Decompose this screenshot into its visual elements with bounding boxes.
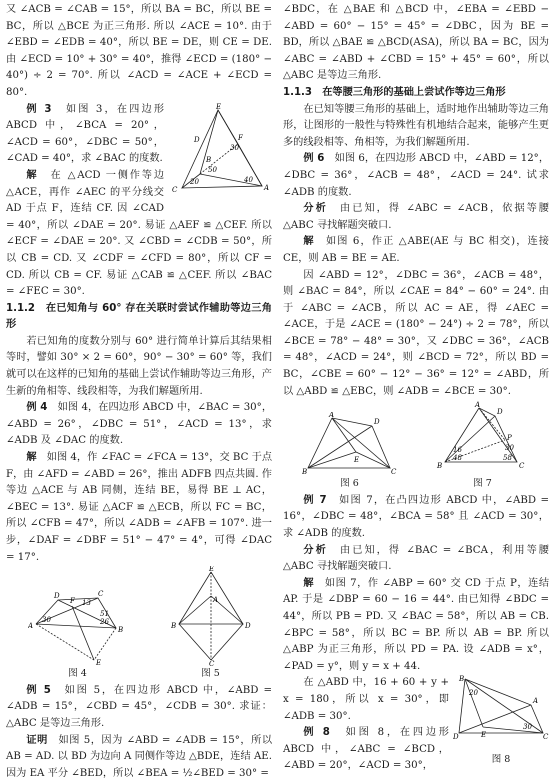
fig3-angle-50: 50 xyxy=(208,165,217,174)
example-7 xyxy=(283,493,549,543)
section-1-1-3-heading: 1.1.3 在等腰三角形的基础上尝试作等边三角形 xyxy=(283,86,506,98)
fig6-label-d: D xyxy=(373,418,380,427)
example-3-text: 如图 3，在四边形 ABCD 中，∠BCA = 20°，∠ACD = 60°，∠DBC = 50°，∠CAD = 40°，求 ∠BAC 的度数. xyxy=(6,103,165,165)
solution-3-label: 解 xyxy=(26,169,39,181)
proof-5-label: 证明 xyxy=(26,734,48,746)
figure-4-caption: 图 4 xyxy=(68,668,87,680)
fig4-label-c: C xyxy=(97,590,103,599)
fig5-label-c: C xyxy=(208,660,214,667)
fig3-label-f: F xyxy=(238,133,243,142)
analysis-6-text: 由已知，得 ∠ABC = ∠ACB，依据等腰 △ABC 寻找解题突破口. xyxy=(283,203,549,231)
solution-4-label: 解 xyxy=(26,452,37,464)
fig3-label-a: A xyxy=(264,183,270,192)
figure-6 xyxy=(302,412,398,493)
fig6-label-b: B xyxy=(301,468,307,477)
fig5-label-e: E xyxy=(208,566,214,574)
figure-6-diagram xyxy=(302,412,398,476)
solution-6-text: 如图 6，作正 △ABE(AE 与 BC 相交)，连接 CE，则 AB = BE = AE. xyxy=(283,236,549,264)
fig4-label-a: A xyxy=(27,622,33,631)
solution-6-continued: 因 ∠ABD = 12°，∠DBC = 36°，∠ACB = 48°，则 ∠BAC = 84°，所以 ∠CAE = 84° − 60° = 24°. 由于 ∠ABC = ∠ACB，所以 AC = AE，得 ∠AEC = ∠ACE，于是 ∠ACE = (180° − 24°) ÷ 2 = 78°，所以 ∠BCE = 78° − 48° = 30°，又 ∠DBC = 36°，∠ACB = 48°，∠ACD = 24°，则 ∠BCD = 72°，所以 BD = BC，∠CBE = 60° − 12° − 36° = 12° = ∠ABD，所以 △ABD ≌ △EBC，则 ∠ADB = ∠BCE = 30°. xyxy=(283,269,549,397)
fig5-label-a: A xyxy=(212,596,218,605)
analysis-6 xyxy=(283,201,549,234)
fig4-label-b: B xyxy=(117,626,123,635)
figure-5-caption: 图 5 xyxy=(201,668,220,680)
figure-3-diagram xyxy=(168,102,272,198)
proof-5-continued: ∠BDC，在 △BAE 和 △BCD 中，∠EBA = ∠EBD − ∠ABD = 60° − 15° = 45° = ∠DBC，因为 BE = BD，所以 △BAE ≌ △BCD(ASA)，所以 BA = BC，因为 ∠ABC = ∠ABD + ∠CBD = 15° + 45° = 60°，所以 △ABC 是等边三角形. xyxy=(283,4,549,82)
fig5-label-d: D xyxy=(244,622,251,631)
fig3-label-c: C xyxy=(172,185,178,194)
figures-4-5 xyxy=(6,566,272,683)
figure-5-diagram xyxy=(171,566,251,666)
analysis-7-label: 分析 xyxy=(303,544,328,556)
fig8-label-c: C xyxy=(543,733,549,742)
proof-5 xyxy=(6,733,272,782)
example-5-label: 例 5 xyxy=(26,684,51,696)
fig7-angle-48: 48 xyxy=(452,454,462,463)
example-4-label: 例 4 xyxy=(26,402,48,414)
right-column xyxy=(283,2,549,775)
fig8-label-a: A xyxy=(533,697,539,706)
figure-4-diagram xyxy=(28,588,128,666)
fig6-label-e: E xyxy=(353,456,359,465)
fig4-angle-26: 26 xyxy=(99,618,109,627)
analysis-6-label: 分析 xyxy=(303,203,328,215)
example-3-label: 例 3 xyxy=(26,103,52,115)
fig7-angle-16: 16 xyxy=(452,446,462,455)
fig8-label-d: D xyxy=(453,733,459,742)
fig7-angle-30: 30 xyxy=(504,444,514,453)
figure-3 xyxy=(168,102,272,205)
analysis-7-text: 由已知，得 ∠BAC = ∠BCA，利用等腰 △ABC 寻找解题突破口. xyxy=(283,544,549,573)
fig3-angle-20: 20 xyxy=(190,177,199,186)
fig6-label-a: A xyxy=(328,412,334,420)
fig5-label-b: B xyxy=(170,622,176,631)
solution-7-continued: 在 △ABD 中，16 + 60 + y + x = 180，所以 x = 30°，即 ∠ADB = 30°. xyxy=(283,677,449,722)
fig8-angle-30: 30 xyxy=(523,723,532,732)
figure-5 xyxy=(171,566,251,683)
solution-7 xyxy=(283,576,549,676)
solution-6-label: 解 xyxy=(303,236,315,248)
example-4-text: 如图 4，在四边形 ABCD 中，∠BAC = 30°，∠ABD = 26°，∠DBC = 51°，∠ACD = 13°，求 ∠ADB 及 ∠DAC 的度数. xyxy=(6,402,273,447)
figure-8-caption: 图 8 xyxy=(491,753,511,765)
fig7-angle-58: 58 xyxy=(502,454,512,463)
fig3-label-d: D xyxy=(194,135,200,144)
example-7-label: 例 7 xyxy=(303,494,327,506)
example-4 xyxy=(6,400,272,450)
fig8-label-e: E xyxy=(481,731,487,740)
solution-7-text: 如图 7，作 ∠ABP = 60° 交 CD 于点 P，连结 AP. 于是 ∠DBP = 60 − 16 = 44°. 由已知得 ∠BDC = 44°，所以 PB = PD. 又 ∠BAC = 58°，所以 AB = CB. ∠BPC = 58°，所以 BC = BP. 所以 AB = BP. 所以 △ABP 为正三角形，所以 PD = PA. 设 ∠ADB = x°，∠PAD = y°，则 y = x + 44. xyxy=(283,577,550,672)
example-6-label: 例 6 xyxy=(303,153,325,165)
solution-6 xyxy=(283,234,549,267)
solution-7-label: 解 xyxy=(303,577,315,589)
figure-7 xyxy=(435,400,531,493)
fig4-label-d: D xyxy=(53,592,60,601)
fig7-label-c: C xyxy=(518,462,524,471)
intro-paragraph: 又 ∠ACB = ∠CAB = 15°，所以 BA = BC，所以 BE = BC，所以 △BCE 为正三角形. 所以 ∠ACE = 10°. 由于 ∠EBD = ∠EDB = 40°，所以 BE = DE，则 CE = DE. 由 ∠ECD = 10° + 30° = 40°，推得 ∠ECD = (180° − 40°) ÷ 2 = 70°. 所以 ∠ACD = ∠ACE + ∠ECD = 80°. xyxy=(6,4,272,98)
fig7-label-d: D xyxy=(496,408,503,417)
fig4-angle-13: 13 xyxy=(81,599,91,608)
solution-4 xyxy=(6,450,272,566)
example-5 xyxy=(6,683,272,733)
analysis-7 xyxy=(283,543,549,576)
fig7-label-b: B xyxy=(436,462,442,471)
solution-3-text: 在 △ACD 一侧作等边 △ACE，再作 ∠AEC 的平分线交 AD 于点 F，连结 CF. 因 ∠CAD = 40°，所以 ∠DAE = 20°. 易证 △AEF ≌ △CEF. 所以 ∠ECF = ∠DAE = 20°. 又 ∠CBD = ∠CDB = 50°，所以 CB = CD. 又 ∠CDF = ∠CFD = 80°，所以 CF = CD. 所以 CB = CF. 易证 △CAB ≌ △CEF. 所以 ∠BAC = ∠FEC = 30°. xyxy=(6,169,272,298)
fig7-label-p: P xyxy=(506,434,512,443)
solution-4-text: 如图 4，作 ∠FAC = ∠FCA = 13°，交 BC 于点 F，由 ∠AFD = ∠ABD = 26°，推出 ADFB 四点共圆. 作等边 △ACE 与 AB 同侧，连结 BE，易得 BE ⊥ AC，∠BEC = 13°. 易证 △ACF ≌ △ECB，所以 FC = BC，所以 ∠CFB = 47°，所以 ∠ADB = ∠AFB = 107°. 进一步，∠DAF = ∠DBF = 51° − 47° = 4°，可得 ∠DAC = 17°. xyxy=(6,452,273,563)
figure-7-caption: 图 7 xyxy=(473,478,492,490)
fig3-angle-40: 40 xyxy=(244,175,253,184)
section-1-1-3-body: 在已知等腰三角形的基础上，适时地作出辅助等边三角形，让图形的一般性与特殊性有机地结合起来，能够产生更多的线段相等、角相等，为我们解题所用. xyxy=(283,103,549,148)
example-6 xyxy=(283,151,549,201)
fig7-label-a: A xyxy=(474,401,480,410)
fig6-label-c: C xyxy=(390,468,396,477)
example-6-text: 如图 6，在四边形 ABCD 中，∠ABD = 12°，∠DBC = 36°，∠ACB = 48°，∠ACD = 24°. 试求 ∠ADB 的度数. xyxy=(283,153,550,198)
example-5-text: 如图 5，在四边形 ABCD 中，∠ABD = ∠ADB = 15°，∠CBD = 45°，∠CDB = 30°. 求证：△ABC 是等边三角形. xyxy=(6,684,273,729)
figure-8 xyxy=(453,675,549,768)
section-1-1-2-body: 若已知角的度数分别与 60° 进行简单计算后其结果相等时，譬如 30° × 2 = 60°，90° − 30° = 60° 等，我们就可以在这样的已知角的基础上尝试作辅助等边三角形，产生新的角相等、线段相等，为我们解题所用. xyxy=(6,335,272,397)
section-1-1-2-heading: 1.1.2 在已知角与 60° 存在关联时尝试作辅助等边三角形 xyxy=(6,302,272,331)
example-7-text: 如图 7，在凸四边形 ABCD 中，∠ABD = 16°，∠DBC = 48°，∠BCA = 58° 且 ∠ACD = 30°，求 ∠ADB 的度数. xyxy=(283,494,550,540)
fig8-label-b: B xyxy=(459,675,465,684)
figure-6-caption: 图 6 xyxy=(340,478,359,490)
left-column xyxy=(6,2,272,782)
proof-5-text: 如图 5，因为 ∠ABD = ∠ADB = 15°，所以 AB = AD. 以 BD 为边向 A 同侧作等边 △BDE，连结 AE. 因为 EA 平分 ∠BED，所以 ∠BEA = ½∠BED = 30° = xyxy=(6,734,273,779)
fig4-angle-51: 51 xyxy=(99,610,109,619)
figure-8-diagram xyxy=(453,675,549,745)
fig4-label-f: F xyxy=(69,597,75,606)
figure-4 xyxy=(28,588,128,683)
fig3-label-b: B xyxy=(206,155,212,164)
figure-7-diagram xyxy=(435,400,531,476)
figures-6-7 xyxy=(283,400,549,493)
example-8-label: 例 8 xyxy=(303,727,330,739)
fig3-angle-30: 30 xyxy=(230,143,239,152)
fig4-angle-30: 30 xyxy=(41,616,51,625)
fig4-label-e: E xyxy=(95,659,101,667)
fig3-label-e: E xyxy=(216,102,222,111)
fig8-angle-20: 20 xyxy=(469,689,478,698)
example-8-text: 如图 8，在四边形 ABCD 中，∠ABC = ∠BCD，∠ABD = 20°，∠ACD = 30°， xyxy=(283,727,449,772)
